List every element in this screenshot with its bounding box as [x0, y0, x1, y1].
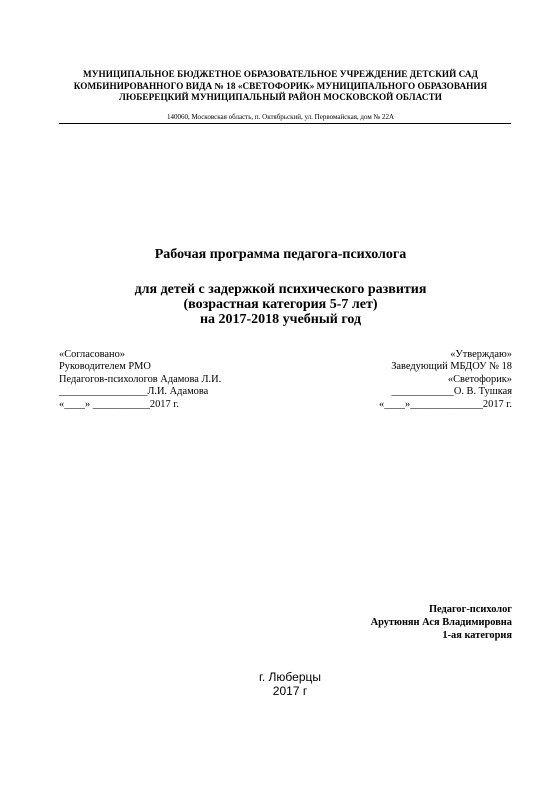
- subtitle-line-3: на 2017-2018 учебный год: [199, 312, 362, 327]
- agreed-line-2: Руководителем РМО: [59, 361, 151, 373]
- author-block: [300, 603, 512, 642]
- institution-header: [50, 69, 511, 104]
- author-position: Педагог-психолог: [428, 604, 512, 615]
- header-divider: [59, 123, 511, 124]
- approved-signature-line: ____________О. В. Тушкая: [391, 386, 512, 398]
- approved-date-line: «____»______________2017 г.: [379, 398, 512, 410]
- agreed-heading: «Согласовано»: [59, 349, 125, 360]
- document-title: Рабочая программа педагога-психолога: [154, 247, 407, 262]
- subtitle-line-1: для детей с задержкой психического развития: [134, 282, 427, 297]
- institution-address: 140060, Московская область, п. Октябрьский, ул. Первомайская, дом № 22А: [166, 113, 395, 121]
- document-footer: [50, 670, 530, 698]
- agreed-signature-line: _________________Л.И. Адамова: [59, 386, 209, 398]
- approved-heading: «Утверждаю»: [450, 349, 512, 360]
- agreed-line-3: Педагогов-психологов Адамова Л.И.: [59, 373, 222, 385]
- author-category: 1-ая категория: [442, 630, 512, 641]
- footer-city: г. Люберцы: [258, 670, 322, 684]
- footer-year: 2017 г: [272, 684, 308, 698]
- document-subtitle: [50, 282, 511, 327]
- institution-name-line-2: КОМБИНИРОВАННОГО ВИДА № 18 «СВЕТОФОРИК» МУНИЦИПАЛЬНОГО ОБРАЗОВАНИЯ: [73, 80, 488, 91]
- subtitle-line-2: (возрастная категория 5-7 лет): [183, 297, 378, 312]
- agreed-date-line: «____» ___________2017 г.: [59, 398, 179, 410]
- institution-name-line-1: МУНИЦИПАЛЬНОЕ БЮДЖЕТНОЕ ОБРАЗОВАТЕЛЬНОЕ УЧРЕЖДЕНИЕ ДЕТСКИЙ САД: [83, 69, 478, 79]
- agreed-block: [59, 349, 289, 411]
- author-name: Арутюнян Ася Владимировна: [370, 617, 512, 628]
- approved-line-3: «Светофорик»: [447, 373, 512, 385]
- approved-line-2: Заведующий МБДОУ № 18: [391, 361, 512, 373]
- approved-block: [300, 349, 512, 411]
- institution-name-line-3: ЛЮБЕРЕЦКИЙ МУНИЦИПАЛЬНЫЙ РАЙОН МОСКОВСКОЙ ОБЛАСТИ: [119, 92, 442, 102]
